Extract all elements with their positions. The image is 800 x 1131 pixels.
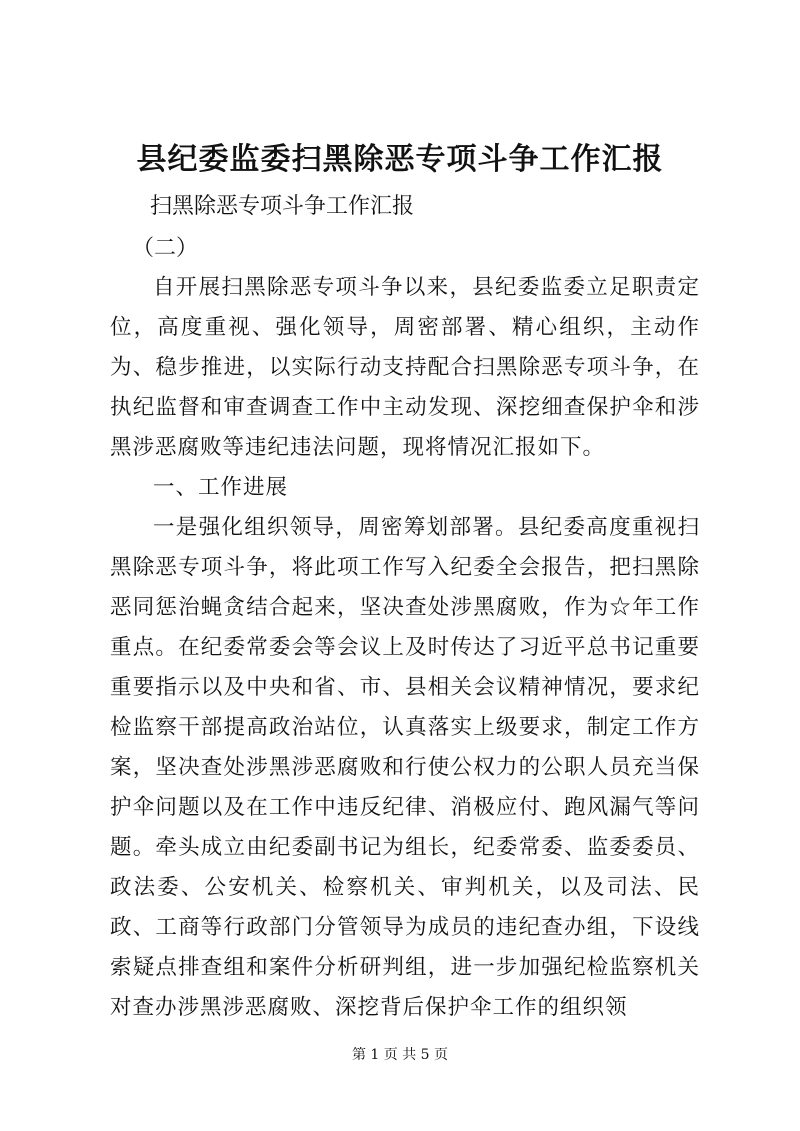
section-heading: 一、工作进展 bbox=[153, 475, 289, 500]
page-footer: 第 1 页 共 5 页 bbox=[351, 1047, 449, 1063]
document-title: 县纪委监委扫黑除恶专项斗争工作汇报 bbox=[136, 142, 664, 177]
body-paragraph: 一是强化组织领导，周密筹划部署。县纪委高度重视扫黑除恶专项斗争，将此项工作写入纪委全会报告，把扫黑除恶同惩治蝇贪结合起来，坚决查处涉黑腐败，作为☆年工作重点。在纪委常委会等会议上及时传达了习近平总书记重要重要指示以及中央和省、市、县相关会议精神情况，要求纪检监察干部提高政治站位，认真落实上级要求，制定工作方案，坚决查处涉黑涉恶腐败和行使公权力的公职人员充当保护伞问题以及在工作中违反纪律、消极应付、跑风漏气等问题。牵头成立由纪委副书记为组长，纪委常委、监委委员、政法委、公安机关、检察机关、审判机关，以及司法、民政、工商等行政部门分管领导为成员的违纪查办组，下设线索疑点排查组和案件分析研判组，进一步加强纪检监察机关对查办涉黑涉恶腐败、深挖背后保护伞工作的组织领 bbox=[110, 515, 700, 1020]
intro-paragraph: 自开展扫黑除恶专项斗争以来，县纪委监委立足职责定位，高度重视、强化领导，周密部署、精心组织，主动作为、稳步推进，以实际行动支持配合扫黑除恶专项斗争，在执纪监督和审查调查工作中主动发现、深挖细查保护伞和涉黑涉恶腐败等违纪违法问题，现将情况汇报如下。 bbox=[110, 275, 700, 460]
section-marker: （二） bbox=[132, 236, 199, 261]
document-body bbox=[110, 268, 700, 1028]
document-subtitle: 扫黑除恶专项斗争工作汇报 bbox=[150, 194, 415, 219]
